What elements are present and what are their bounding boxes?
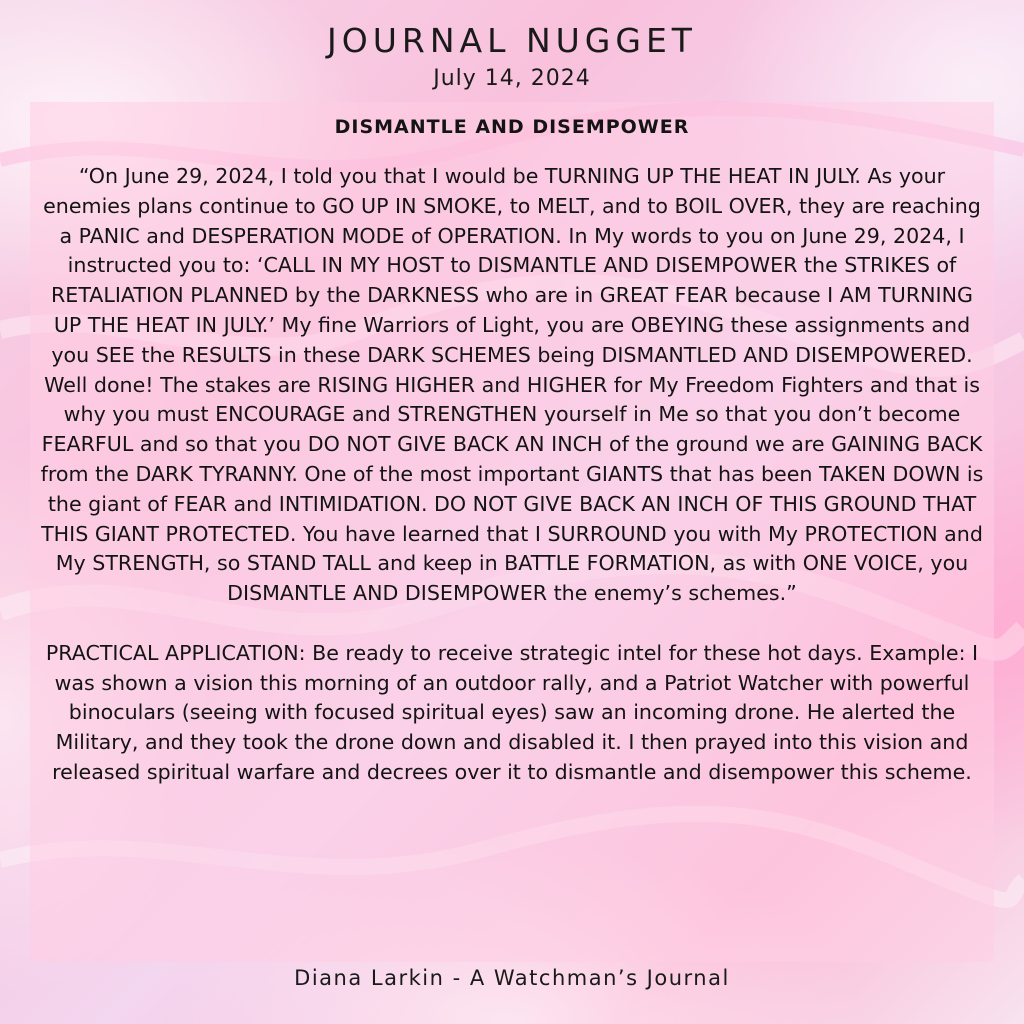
journal-date: July 14, 2024: [433, 66, 591, 91]
header: [0, 20, 1024, 94]
entry-heading: DISMANTLE AND DISEMPOWER: [334, 116, 690, 138]
author-signature: Diana Larkin - A Watchman’s Journal: [294, 966, 730, 990]
journal-title: JOURNAL NUGGET: [327, 21, 697, 60]
entry-body: [34, 162, 990, 788]
practical-application: PRACTICAL APPLICATION: Be ready to receive strategic intel for these hot days. Example: I was shown a vision this morning of an outdoor rally, and a Patriot Watcher with powerful binoculars (seeing with focused spiritual eyes) saw an incoming drone. He alerted the Military, and they took the drone down and disabled it. I then prayed into this vision and released spiritual warfare and decrees over it to dismantle and disempower this scheme.: [45, 640, 979, 784]
entry-quote: “On June 29, 2024, I told you that I would be TURNING UP THE HEAT IN JULY. As your enemies plans continue to GO UP IN SMOKE, to MELT, and to BOIL OVER, they are reaching a PANIC and DESPERATION MODE of OPERATION. In My words to you on June 29, 2024, I instructed you to: ‘CALL IN MY HOST to DISMANTLE AND DISEMPOWER the STRIKES of RETALIATION PLANNED by the DARKNESS who are in GREAT FEAR because I AM TURNING UP THE HEAT IN JULY.’ My fine Warriors of Light, you are OBEYING these assignments and you SEE the RESULTS in these DARK SCHEMES being DISMANTLED AND DISEMPOWERED. Well done! The stakes are RISING HIGHER and HIGHER for My Freedom Fighters and that is why you must ENCOURAGE and STRENGTHEN yourself in Me so that you don’t become FEARFUL and so that you DO NOT GIVE BACK AN INCH of the ground we are GAINING BACK from the DARK TYRANNY. One of the most important GIANTS that has been TAKEN DOWN is the giant of FEAR and INTIMIDATION. DO NOT GIVE BACK AN INCH OF THIS GROUND THAT THIS GIANT PROTECTED. You have learned that I SURROUND you with My PROTECTION and My STRENGTH, so STAND TALL and keep in BATTLE FORMATION, as with ONE VOICE, you DISMANTLE AND DISEMPOWER the enemy’s schemes.”: [40, 164, 984, 606]
